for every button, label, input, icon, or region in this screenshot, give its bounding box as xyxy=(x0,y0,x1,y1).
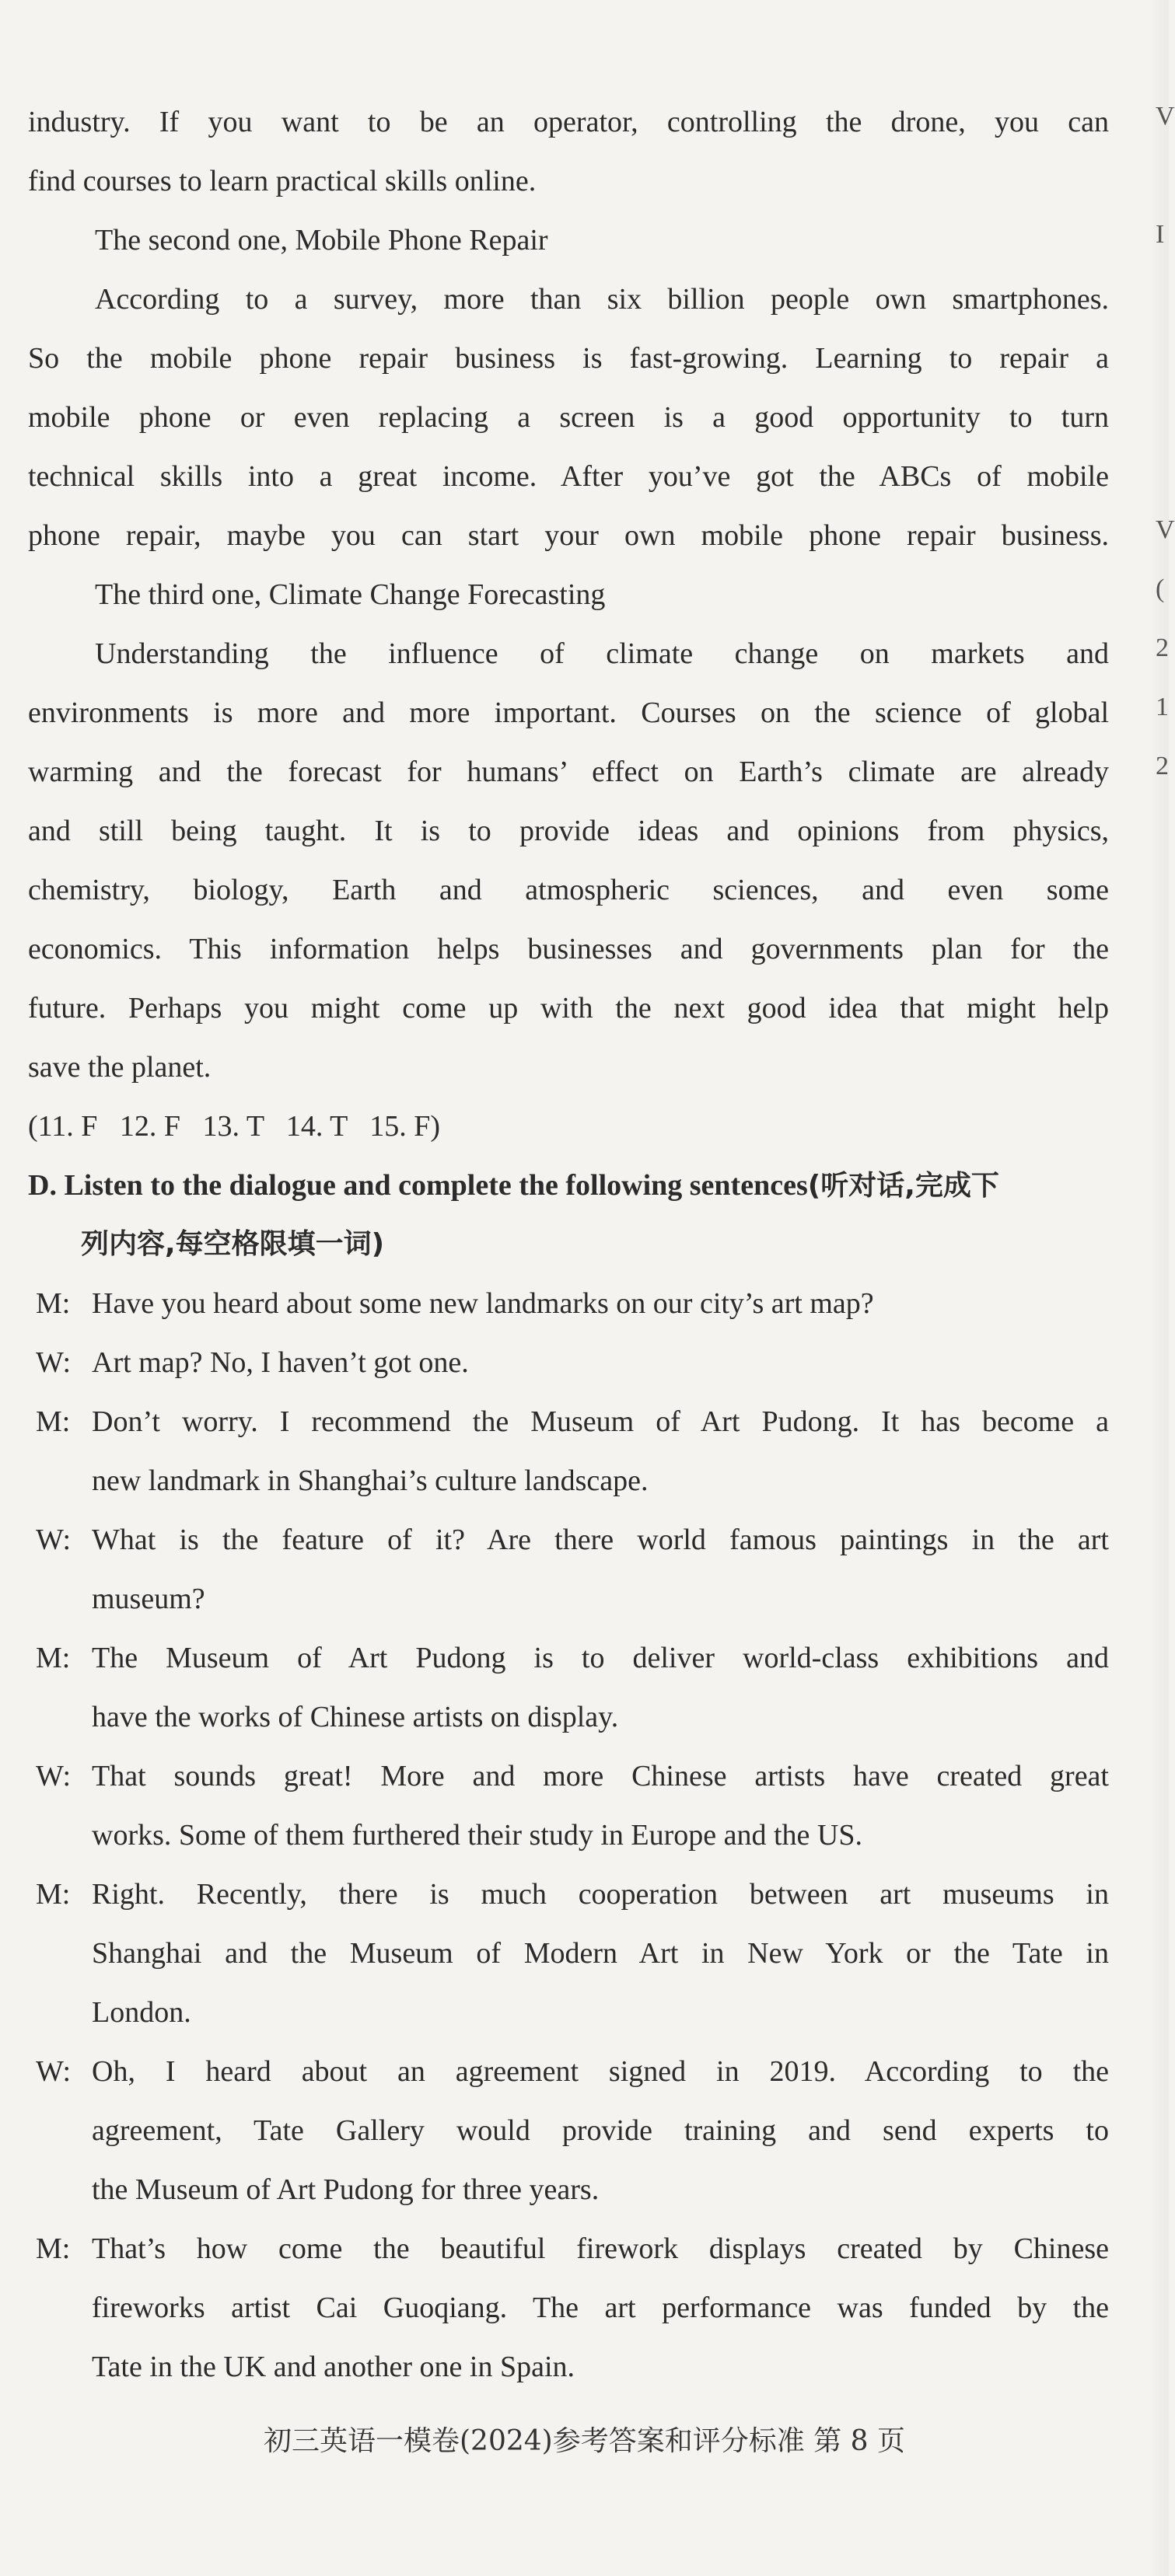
dialogue-text: new landmark in Shanghai’s culture landscape. xyxy=(92,1464,649,1497)
speaker-label: M: xyxy=(36,1287,71,1320)
edge-mark: 2 xyxy=(1156,752,1169,780)
section-d-title-cn: (听对话,完成下 xyxy=(807,1170,999,1202)
text-line: According to a survey, more than six billion people own smartphones. xyxy=(95,283,1109,316)
edge-mark: V xyxy=(1156,102,1175,131)
page-edge xyxy=(1149,0,1169,2576)
dialogue-text: Tate in the UK and another one in Spain. xyxy=(92,2351,575,2383)
dialogue-turn xyxy=(36,1757,1109,1796)
edge-mark: 1 xyxy=(1156,693,1169,721)
edge-mark: I xyxy=(1156,220,1165,249)
dialogue-text: Art map? No, I haven’t got one. xyxy=(92,1346,469,1379)
speaker-label: M: xyxy=(36,2232,71,2265)
dialogue-text: fireworks artist Cai Guoqiang. The art performance was funded by the xyxy=(92,2292,1109,2324)
edge-mark: 2 xyxy=(1156,634,1169,662)
text-line: find courses to learn practical skills online. xyxy=(28,165,537,197)
speaker-label: M: xyxy=(36,1642,71,1674)
dialogue-text: Shanghai and the Museum of Modern Art in New York or the Tate in xyxy=(92,1937,1109,1970)
dialogue-text: museum? xyxy=(92,1583,205,1615)
dialogue-text: The Museum of Art Pudong is to deliver world-class exhibitions and xyxy=(92,1642,1109,1674)
dialogue-text: the Museum of Art Pudong for three years. xyxy=(92,2173,600,2206)
speaker-label: M: xyxy=(36,1405,71,1438)
speaker-label: W: xyxy=(36,1346,72,1379)
text-line: industry. If you want to be an operator, controlling the drone, you can xyxy=(28,106,1109,138)
text-line: technical skills into a great income. After you’ve got the ABCs of mobile xyxy=(28,460,1109,493)
text-line: phone repair, maybe you can start your own mobile phone repair business. xyxy=(28,519,1109,552)
speaker-label: W: xyxy=(36,2055,72,2088)
dialogue-text: What is the feature of it? Are there world famous paintings in the art xyxy=(92,1524,1109,1556)
dialogue-text: That’s how come the beautiful firework displays created by Chinese xyxy=(92,2232,1109,2265)
speaker-label: M: xyxy=(36,1878,71,1911)
edge-mark: ( xyxy=(1156,574,1165,603)
dialogue-turn xyxy=(36,1639,1109,1677)
page-footer: 初三英语一模卷(2024)参考答案和评分标准 第 8 页 xyxy=(264,2425,905,2457)
section-d-title-en: D. Listen to the dialogue and complete the following sentences xyxy=(28,1169,808,1202)
dialogue-text: works. Some of them furthered their study in Europe and the US. xyxy=(92,1819,862,1852)
dialogue-text: Have you heard about some new landmarks on our city’s art map? xyxy=(92,1287,874,1320)
dialogue-text: Don’t worry. I recommend the Museum of Art Pudong. It has become a xyxy=(92,1405,1109,1438)
dialogue-turn xyxy=(36,2229,1109,2268)
dialogue-text: agreement, Tate Gallery would provide training and send experts to xyxy=(92,2114,1109,2147)
speaker-label: W: xyxy=(36,1760,72,1792)
subheading: The second one, Mobile Phone Repair xyxy=(95,224,548,257)
subheading: The third one, Climate Change Forecasting xyxy=(95,578,606,611)
text-line: environments is more and more important. Courses on the science of global xyxy=(28,696,1109,729)
text-line: So the mobile phone repair business is fast-growing. Learning to repair a xyxy=(28,342,1109,375)
text-line: mobile phone or even replacing a screen is a good opportunity to turn xyxy=(28,401,1109,434)
dialogue-text: have the works of Chinese artists on display. xyxy=(92,1701,619,1733)
dialogue-text: Right. Recently, there is much cooperation between art museums in xyxy=(92,1878,1109,1911)
answer-key: (11. F 12. F 13. T 14. T 15. F) xyxy=(28,1110,440,1143)
text-line: Understanding the influence of climate change on markets and xyxy=(95,637,1109,670)
dialogue-text: That sounds great! More and more Chinese artists have created great xyxy=(92,1760,1109,1792)
text-line: future. Perhaps you might come up with the next good idea that might help xyxy=(28,992,1109,1024)
dialogue-turn xyxy=(36,2052,1109,2091)
text-line: warming and the forecast for humans’ effect on Earth’s climate are already xyxy=(28,756,1109,788)
dialogue-turn xyxy=(36,1520,1109,1559)
dialogue-turn xyxy=(36,1284,874,1323)
speaker-label: W: xyxy=(36,1524,72,1556)
dialogue-text: Oh, I heard about an agreement signed in 2019. According to the xyxy=(92,2055,1109,2088)
dialogue-turn xyxy=(36,1343,469,1382)
dialogue-text: London. xyxy=(92,1996,191,2029)
edge-mark: V xyxy=(1156,515,1175,544)
dialogue-turn xyxy=(36,1875,1109,1914)
text-line: economics. This information helps businesses and governments plan for the xyxy=(28,933,1109,965)
text-line: chemistry, biology, Earth and atmospheric sciences, and even some xyxy=(28,874,1109,906)
text-line: and still being taught. It is to provide ideas and opinions from physics, xyxy=(28,815,1109,847)
section-d-title-cn-cont: 列内容,每空格限填一词) xyxy=(81,1228,385,1260)
text-line: save the planet. xyxy=(28,1051,212,1084)
section-d-heading xyxy=(28,1166,999,1206)
dialogue-turn xyxy=(36,1402,1109,1441)
